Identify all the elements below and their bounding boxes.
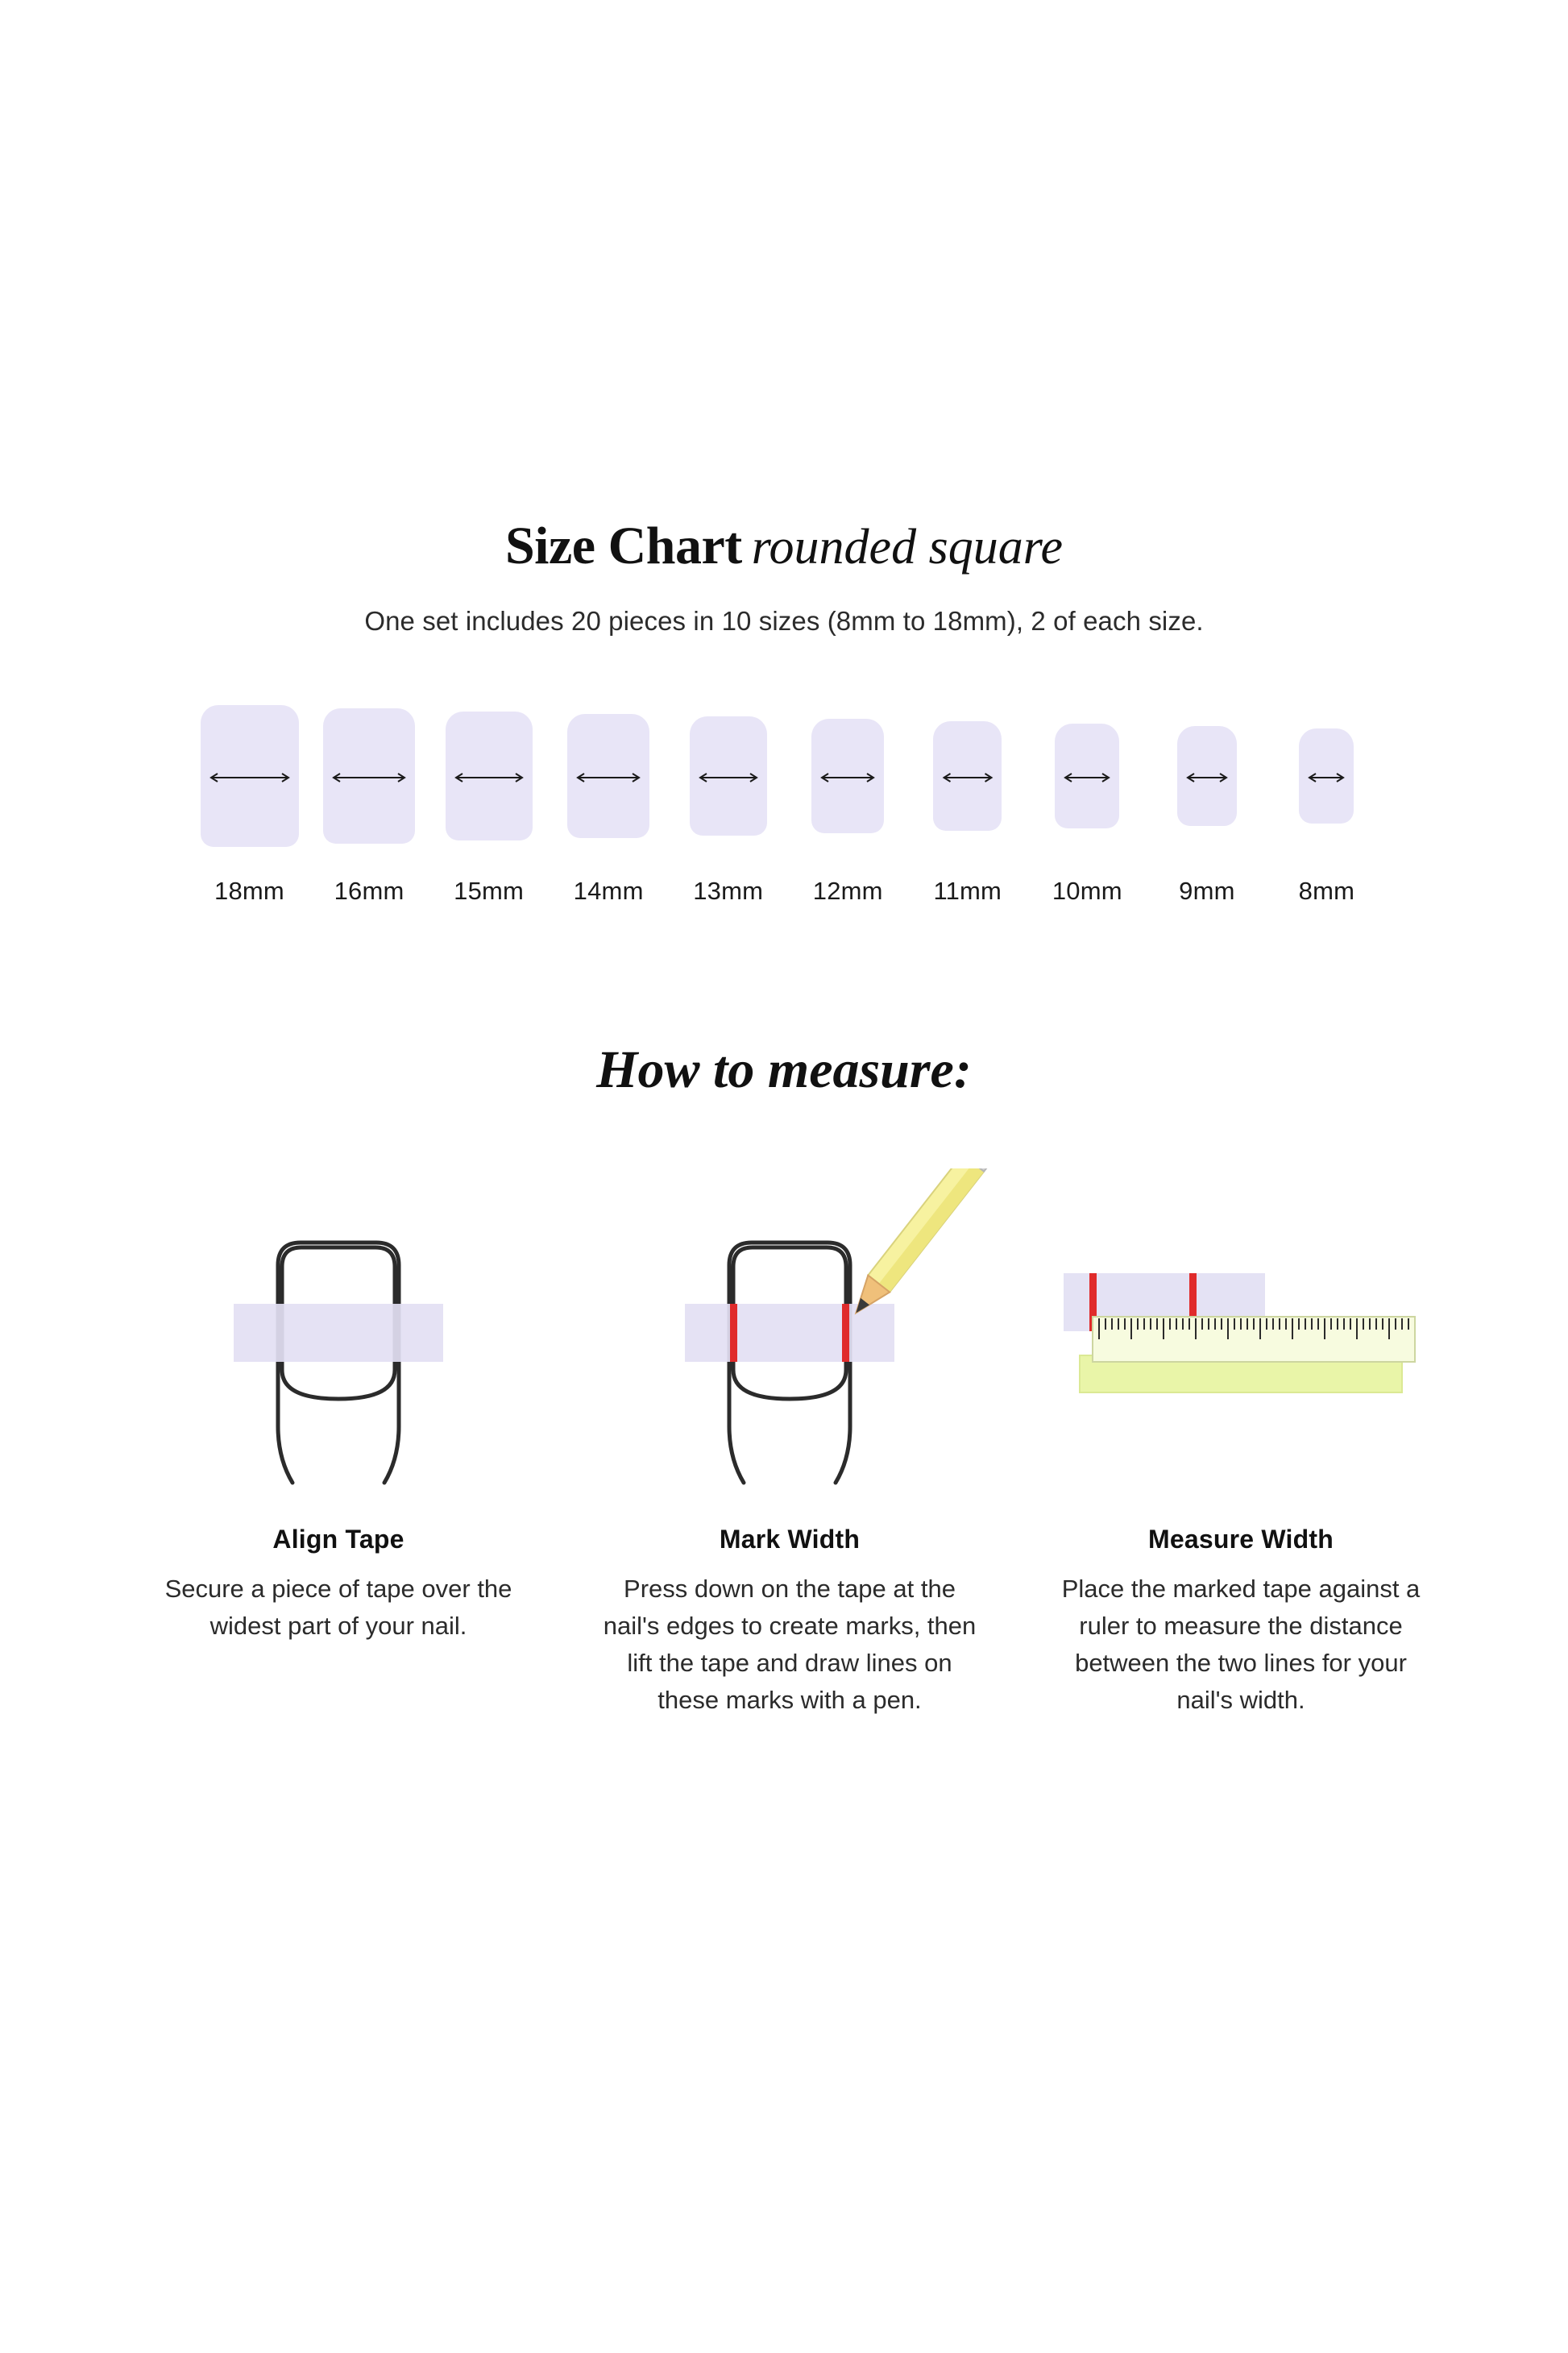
pencil-icon [845,1168,991,1322]
width-arrow-icon [332,771,406,784]
step-title: Mark Width [719,1525,861,1554]
nail-size-cell [1034,699,1141,906]
width-arrow-icon [942,771,993,784]
page-title-sub: rounded square [751,520,1064,575]
align-tape-svg [137,1168,540,1507]
nail-shape-wrapper [1034,699,1141,853]
step-description: Place the marked tape against a ruler to measure the distance between the two lines for your nail's width. [1061,1575,1421,1714]
width-arrow-icon [576,771,641,784]
step-description: Secure a piece of tape over the widest part of your nail. [164,1575,512,1640]
mark-line-right [842,1304,849,1362]
width-arrow-icon [209,771,290,784]
step-description: Press down on the tape at the nail's edges to create marks, then lift the tape and draw lines on these marks with a pen. [603,1575,977,1714]
nail-size-cell [196,699,303,906]
step-title: Measure Width [1148,1525,1334,1554]
nail-shape-wrapper [435,699,542,853]
nail-size-cell [914,699,1021,906]
nail-size-label: 10mm [1052,877,1122,905]
nail-shape-wrapper [196,699,303,853]
nail-size-label: 8mm [1298,877,1355,905]
mark-line-left [730,1304,737,1362]
nail-size-label: 15mm [454,877,525,905]
width-arrow-icon [699,771,758,784]
nail-size-cell [1273,699,1380,906]
nail-size-label: 18mm [214,877,284,905]
nail-shape-wrapper [316,699,423,853]
align-tape-illustration [137,1168,540,1507]
mark-width-illustration [588,1168,991,1507]
step-align-tape [137,1168,540,1719]
nail-size-row [196,699,1380,906]
step-title: Align Tape [272,1525,404,1554]
nail-size-cell [316,699,423,906]
measure-width-illustration [1039,1168,1442,1507]
nail-size-label: 9mm [1179,877,1235,905]
nail-size-label: 14mm [573,877,644,905]
width-arrow-icon [1186,771,1228,784]
nail-shape-wrapper [1153,699,1260,853]
nail-size-label: 11mm [933,877,1002,905]
nail-shape-wrapper [1273,699,1380,853]
width-arrow-icon [1308,771,1345,784]
page-title-main: Size Chart [504,517,742,575]
nail-size-label: 13mm [693,877,764,905]
how-to-measure-heading: How to measure: [596,1040,972,1099]
nail-size-label: 16mm [334,877,404,905]
nail-size-cell [1153,699,1260,906]
nail-size-cell [555,699,662,906]
how-to-measure-steps [137,1168,1442,1719]
measure-width-svg [1039,1168,1442,1507]
nail-size-cell [794,699,902,906]
width-arrow-icon [1064,771,1110,784]
nail-size-cell [674,699,782,906]
nail-size-cell [435,699,542,906]
nail-shape-wrapper [674,699,782,853]
step-mark-width [588,1168,991,1719]
nail-shape-wrapper [914,699,1021,853]
page-title [0,516,1568,577]
nail-size-label: 12mm [812,877,883,905]
nail-shape-wrapper [555,699,662,853]
mark-width-svg [588,1168,991,1507]
step-measure-width [1039,1168,1442,1719]
nail-shape-wrapper [794,699,902,853]
width-arrow-icon [820,771,875,784]
width-arrow-icon [454,771,524,784]
page-subtitle: One set includes 20 pieces in 10 sizes (8mm to 18mm), 2 of each size. [364,606,1204,636]
